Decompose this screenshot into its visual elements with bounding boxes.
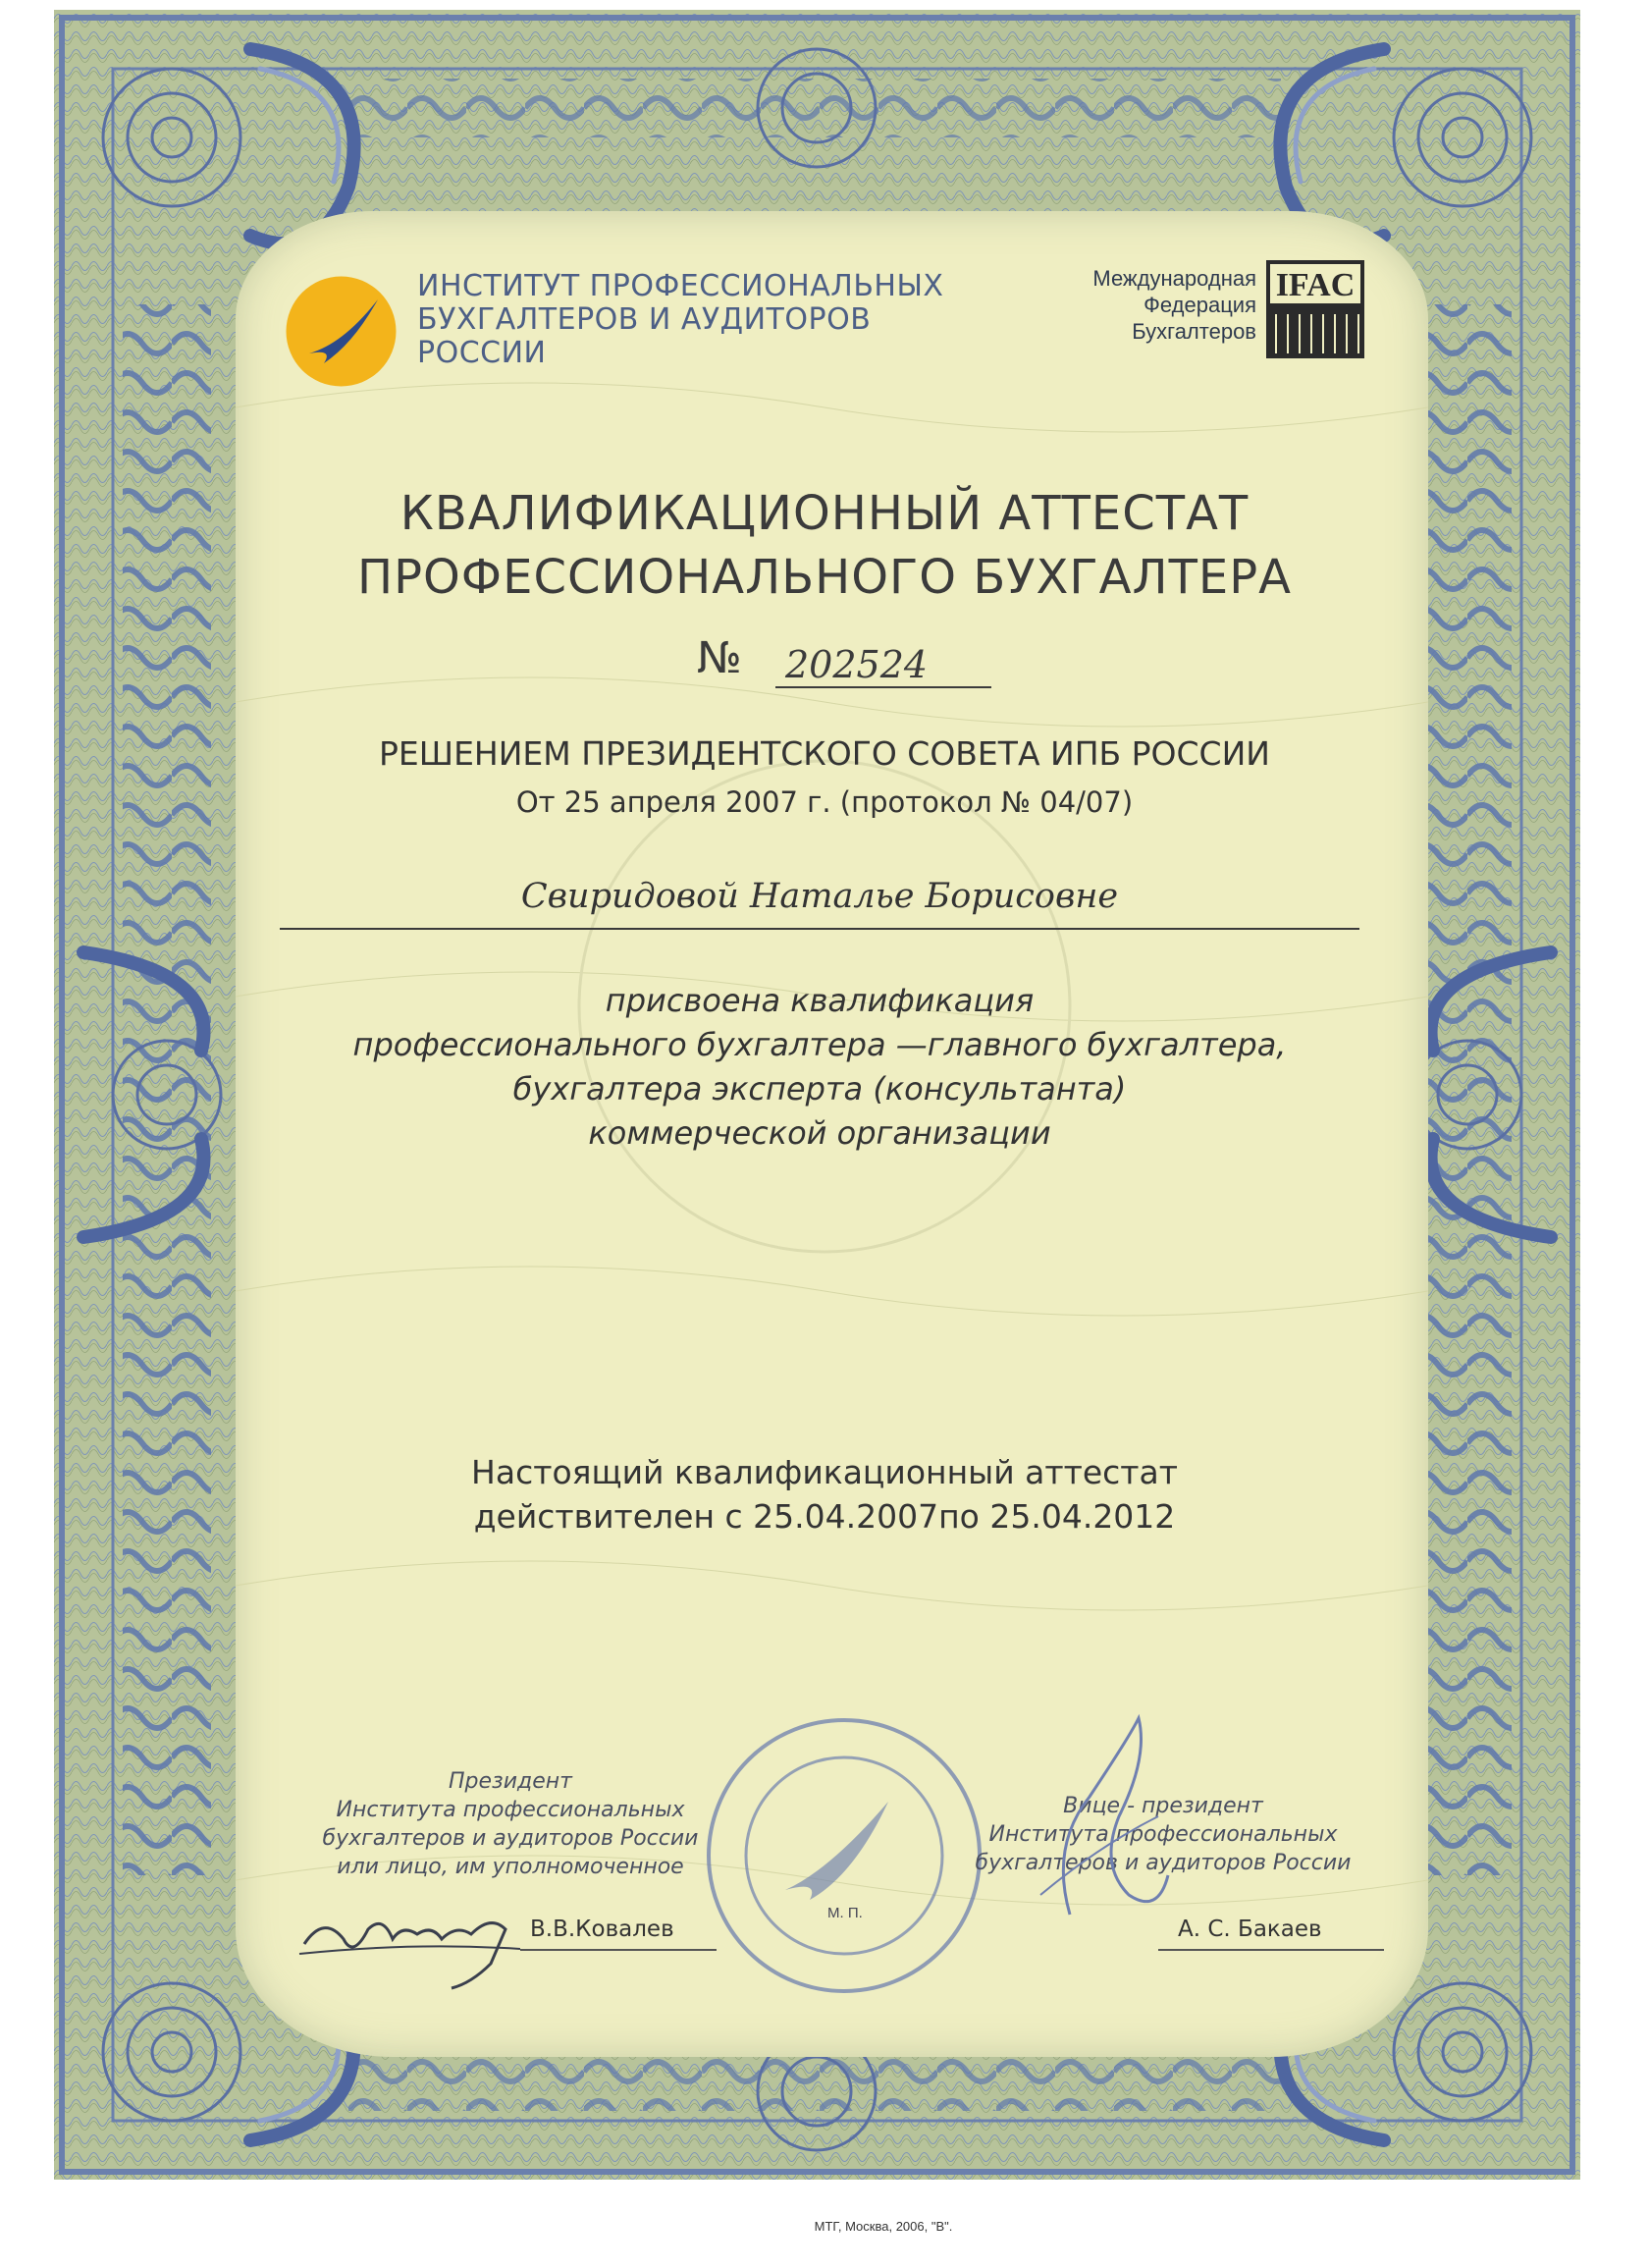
decision-date: От 25 апреля 2007 г. (протокол № 04/07) <box>515 785 1134 819</box>
signature-caption-line: бухгалтеров и аудиторов России <box>975 1851 1352 1875</box>
number-label: № <box>697 633 742 683</box>
certificate-number: 202524 <box>775 643 991 688</box>
president-handwritten-signature <box>294 1885 530 1993</box>
qualification-line: бухгалтера эксперта (консультанта) <box>512 1070 1127 1107</box>
qualification-line: коммерческой организации <box>588 1114 1051 1152</box>
recipient-name: Свиридовой Наталье Борисовне <box>520 877 1119 916</box>
federation-name-line: Международная <box>1092 266 1256 291</box>
institute-name <box>417 270 967 370</box>
president-signature-block <box>304 1767 717 1881</box>
svg-text:IFAC: IFAC <box>1275 267 1356 303</box>
signature-caption-line: или лицо, им уполномоченное <box>337 1855 684 1879</box>
decision-text: РЕШЕНИЕМ ПРЕЗИДЕНТСКОГО СОВЕТА ИПБ РОССИИ <box>379 734 1270 773</box>
president-name: В.В.Ковалев <box>530 1917 674 1942</box>
vice-president-handwritten-signature <box>1021 1699 1188 1934</box>
president-signature-line <box>520 1949 717 1951</box>
validity-line: Настоящий квалификационный аттестат <box>471 1453 1178 1491</box>
certificate-title-line1: КВАЛИФИКАЦИОННЫЙ АТТЕСТАТ <box>399 486 1250 541</box>
validity-line: действителен с 25.04.2007по 25.04.2012 <box>473 1497 1176 1536</box>
stamp-mark-label: М. П. <box>827 1905 863 1921</box>
institute-name-line: РОССИИ <box>417 336 547 370</box>
recipient-underline <box>280 928 1359 930</box>
ipb-logo <box>285 275 398 388</box>
signature-caption-line: Президент <box>449 1769 572 1794</box>
vice-president-signature-line <box>1158 1949 1384 1951</box>
ifac-logo <box>1266 260 1364 358</box>
certificate-title-line2: ПРОФЕССИОНАЛЬНОГО БУХГАЛТЕРА <box>356 550 1293 605</box>
qualification-line: присвоена квалификация <box>605 982 1035 1019</box>
signature-caption-line: Института профессиональных <box>336 1798 685 1822</box>
signature-caption-line: бухгалтеров и аудиторов России <box>322 1826 699 1851</box>
qualification-line: профессионального бухгалтера —главного бухгалтера, <box>352 1026 1287 1063</box>
federation-name-line: Федерация <box>1144 293 1256 317</box>
signature-caption-line: Института профессиональных <box>988 1822 1338 1847</box>
signature-caption-line: Вице - президент <box>1063 1794 1263 1818</box>
institute-name-line: ИНСТИТУТ ПРОФЕССИОНАЛЬНЫХ <box>417 269 944 303</box>
institute-name-line: БУХГАЛТЕРОВ И АУДИТОРОВ <box>417 302 872 337</box>
printer-footer: МТГ, Москва, 2006, "В". <box>814 2219 953 2234</box>
federation-name <box>1021 265 1256 345</box>
federation-name-line: Бухгалтеров <box>1132 319 1256 344</box>
vice-president-name: А. С. Бакаев <box>1178 1917 1322 1942</box>
